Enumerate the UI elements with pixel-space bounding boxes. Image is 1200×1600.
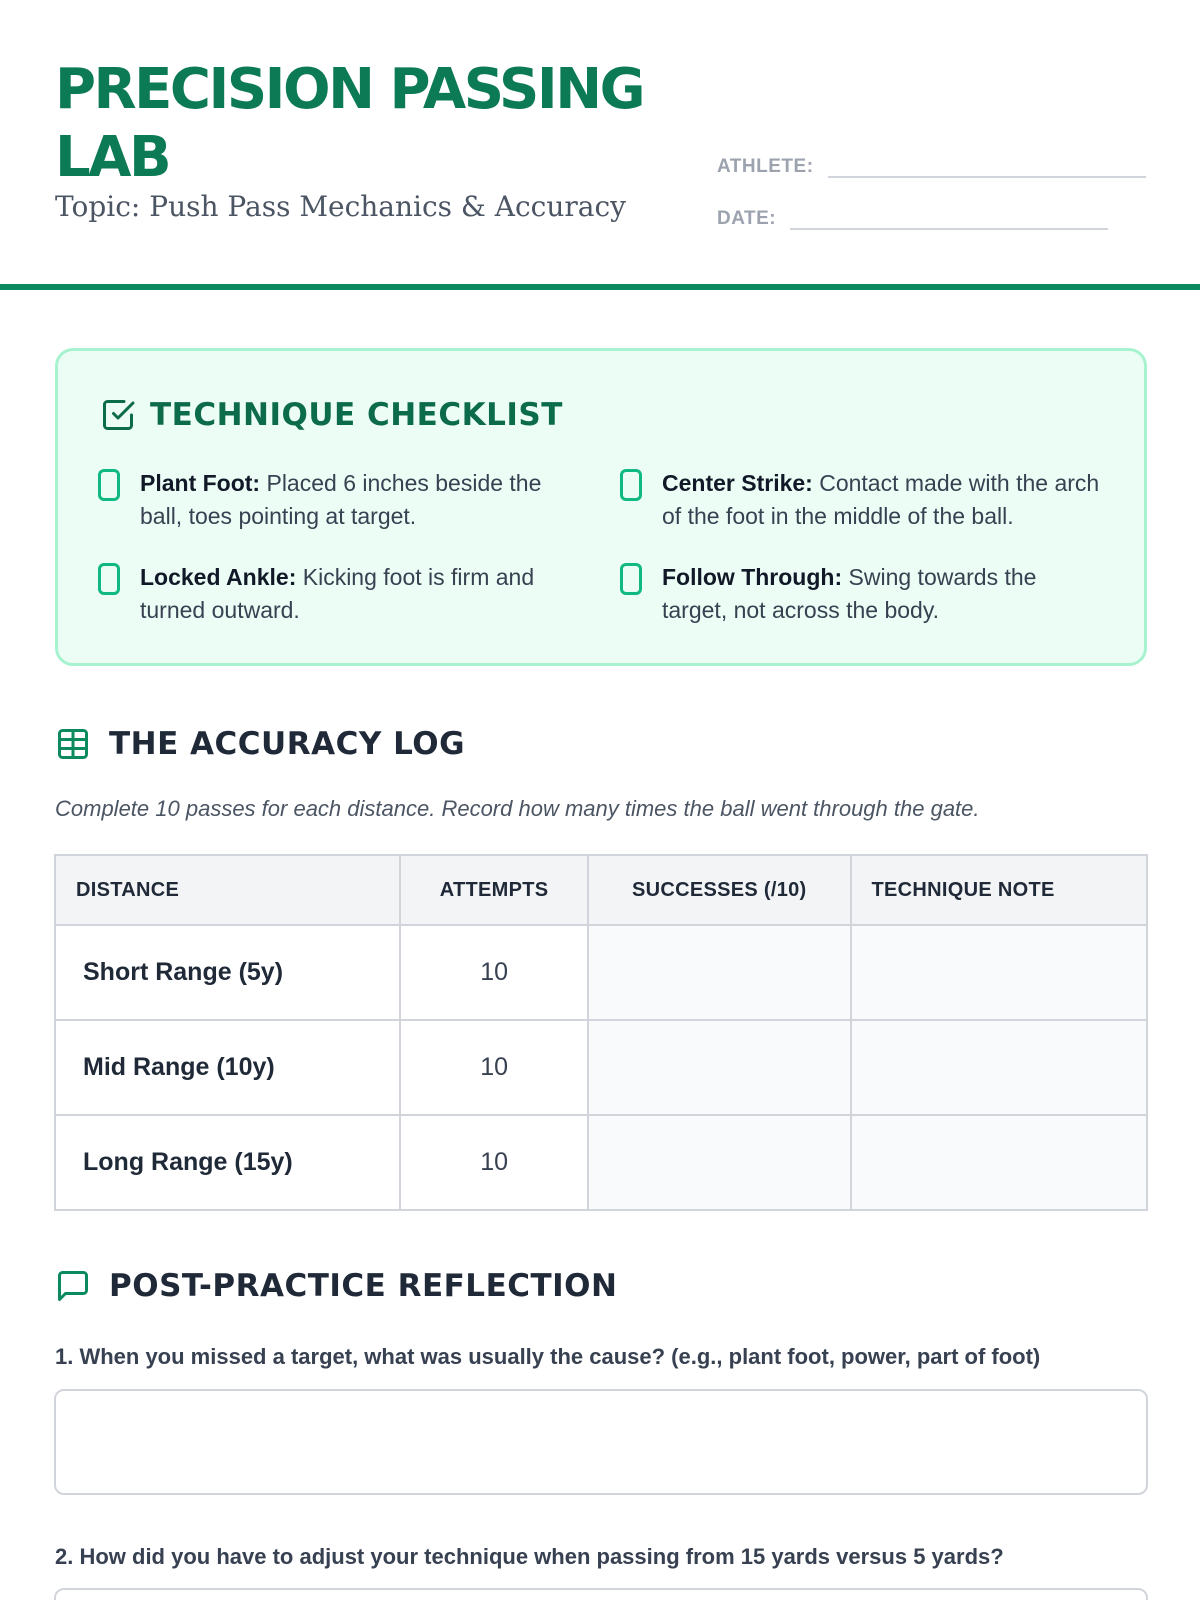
successes-input-cell[interactable]	[588, 925, 851, 1020]
checklist-checkbox[interactable]	[620, 563, 642, 595]
checklist-item-desc: Kicking foot is firm and turned outward.	[140, 564, 535, 623]
attempts-cell: 10	[400, 1115, 588, 1210]
distance-cell: Mid Range (10y)	[55, 1020, 400, 1115]
checklist-item-label: Follow Through:	[662, 564, 843, 590]
reflection-answer-1[interactable]	[54, 1389, 1148, 1495]
technique-note-input-cell[interactable]	[851, 925, 1148, 1020]
column-header-technique-note: TECHNIQUE NOTE	[851, 855, 1148, 925]
date-field-row	[717, 200, 1108, 230]
reflection-question-1: 1. When you missed a target, what was usually the cause? (e.g., plant foot, power, part of foot)	[55, 1344, 1041, 1369]
checklist-item-desc: Swing towards the target, not across the body.	[662, 564, 1037, 623]
table-row	[55, 1020, 1147, 1115]
technique-note-input-cell[interactable]	[851, 1115, 1148, 1210]
checklist-item-desc: Placed 6 inches beside the ball, toes pointing at target.	[140, 470, 542, 529]
athlete-field[interactable]	[828, 154, 1146, 178]
column-header-attempts: ATTEMPTS	[400, 855, 588, 925]
table-row	[55, 925, 1147, 1020]
checklist-item-text	[662, 467, 1100, 533]
checklist-item-label: Center Strike:	[662, 470, 813, 496]
technique-note-input-cell[interactable]	[851, 1020, 1148, 1115]
checklist-item-center-strike	[620, 467, 1100, 533]
checklist-item-label: Locked Ankle:	[140, 564, 297, 590]
checkbox-checked-icon	[100, 397, 136, 433]
column-header-distance: DISTANCE	[55, 855, 400, 925]
attempts-cell: 10	[400, 1020, 588, 1115]
accuracy-log-table	[54, 854, 1148, 1211]
checklist-checkbox[interactable]	[98, 563, 120, 595]
chat-bubble-icon	[55, 1268, 91, 1304]
page-title: PRECISION PASSING LAB	[55, 57, 644, 190]
checklist-item-follow-through	[620, 561, 1100, 627]
date-field[interactable]	[790, 206, 1108, 230]
page-header	[0, 0, 1200, 290]
checklist-checkbox[interactable]	[620, 469, 642, 501]
table-header-row	[55, 855, 1147, 925]
checklist-item-label: Plant Foot:	[140, 470, 261, 496]
checklist-item-text	[140, 467, 578, 533]
reflection-heading	[55, 1268, 617, 1304]
technique-checklist-panel	[55, 348, 1147, 666]
distance-cell: Short Range (5y)	[55, 925, 400, 1020]
reflection-question-2: 2. How did you have to adjust your technique when passing from 15 yards versus 5 yards?	[55, 1544, 1004, 1569]
table-row	[55, 1115, 1147, 1210]
attempts-cell: 10	[400, 925, 588, 1020]
accuracy-log-title: THE ACCURACY LOG	[109, 726, 466, 762]
checklist-item-locked-ankle	[98, 561, 578, 627]
checklist-title: TECHNIQUE CHECKLIST	[150, 397, 563, 433]
successes-input-cell[interactable]	[588, 1020, 851, 1115]
checklist-item-plant-foot	[98, 467, 578, 533]
date-label: DATE:	[717, 208, 777, 229]
checklist-item-text	[662, 561, 1100, 627]
successes-input-cell[interactable]	[588, 1115, 851, 1210]
checklist-checkbox[interactable]	[98, 469, 120, 501]
distance-cell: Long Range (15y)	[55, 1115, 400, 1210]
accuracy-log-heading	[55, 726, 465, 762]
checklist-item-desc: Contact made with the arch of the foot in the middle of the ball.	[662, 470, 1100, 529]
athlete-field-row	[717, 148, 1146, 178]
table-grid-icon	[55, 726, 91, 762]
column-header-successes: SUCCESSES (/10)	[588, 855, 851, 925]
log-instructions: Complete 10 passes for each distance. Record how many times the ball went through the gate.	[55, 796, 980, 821]
page-topic: Topic: Push Pass Mechanics & Accuracy	[55, 190, 626, 223]
reflection-answer-2[interactable]	[54, 1588, 1148, 1600]
athlete-label: ATHLETE:	[717, 156, 814, 177]
reflection-title: POST-PRACTICE REFLECTION	[109, 1268, 618, 1304]
checklist-heading	[100, 397, 563, 433]
checklist-item-text	[140, 561, 578, 627]
